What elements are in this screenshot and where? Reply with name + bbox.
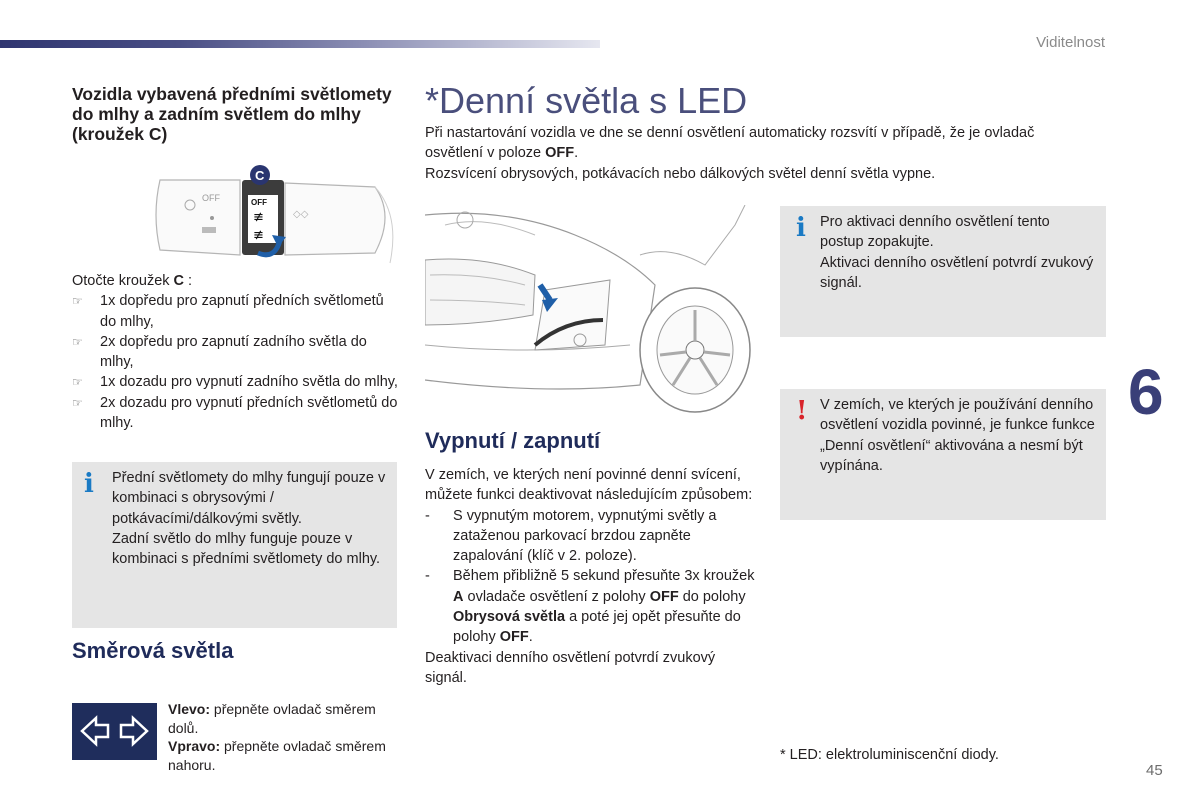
fog-lights-heading: Vozidla vybavená předními světlomety do mlhy a zadním světlem do mlhy (kroužek C)	[72, 84, 392, 144]
fog-info-text: Přední světlomety do mlhy fungují pouze v kombinaci s obrysovými / potkávacími/dálkovými světly. Zadní světlo do mlhy funguje pouze v kombinaci s předními světlomety do mlhy.	[112, 470, 386, 568]
car-front-illustration	[425, 205, 755, 415]
svg-text:≢: ≢	[253, 210, 264, 225]
drl-info-text: Pro aktivaci denního osvětlení tento postup zopakujte. Aktivaci denního osvětlení potvrdí zvukový signál.	[820, 214, 1094, 291]
svg-text:C: C	[255, 168, 265, 183]
fog-instructions	[72, 271, 402, 433]
drl-warning-text: V zemích, ve kterých je používání denního osvětlení vozidla povinné, je funkce funkce „Denní osvětlení“ aktivována a nesmí být vypínána.	[820, 397, 1095, 474]
led-footnote: * LED: elektroluminiscenční diody.	[780, 747, 999, 763]
turn-signals-heading: Směrová světla	[72, 638, 234, 663]
left-arrow-icon	[82, 718, 108, 744]
pointer-icon: ☞	[72, 395, 83, 410]
pointer-icon: ☞	[72, 294, 83, 309]
fog-intro: Otočte kroužek C :	[72, 273, 193, 289]
svg-text:◇◇: ◇◇	[293, 209, 309, 220]
onoff-heading: Vypnutí / zapnutí	[425, 428, 601, 453]
info-icon: i	[84, 469, 94, 499]
onoff-text: V zemích, ve kterých není povinné denní svícení, můžete funkci deaktivovat následujícím způsobem: - S vypnutým motorem, vypnutými světly a zataženou parkovací brzdou zapněte zapalování (klíč v 2. poloze). - Během přibližně 5 sekund přesuňte 3x kroužek A ovladače osvětlení z polohy OFF do polohy Obrysová světla a poté jej opět přesuňte do polohy OFF. Deaktivaci denního osvětlení potvrdí zvukový signál.	[425, 467, 755, 686]
turn-signal-text: Vlevo: přepněte ovladač směrem dolů. Vpravo: přepněte ovladač směrem nahoru.	[168, 701, 386, 773]
warning-icon: !	[796, 396, 808, 426]
list-item: ☞ 2x dopředu pro zapnutí zadního světla do mlhy,	[72, 333, 367, 371]
list-item: - S vypnutým motorem, vypnutými světly a zataženou parkovací brzdou zapněte zapalování (klíč v 2. poloze).	[425, 507, 717, 565]
header-bar	[0, 40, 600, 48]
ring-off-label: OFF	[251, 198, 267, 207]
fog-steps-list	[72, 291, 402, 433]
pointer-icon: ☞	[72, 334, 83, 349]
pointer-icon: ☞	[72, 375, 83, 390]
drl-title: *Denní světla s LED	[425, 80, 748, 121]
list-item: ☞ 1x dozadu pro vypnutí zadního světla do mlhy,	[72, 372, 402, 392]
onoff-steps-list	[425, 506, 755, 648]
chapter-number: 6	[1128, 356, 1164, 428]
turn-signal-arrows	[72, 703, 157, 760]
section-title: Viditelnost	[1036, 34, 1105, 51]
info-icon: i	[796, 213, 806, 243]
drl-info-box	[780, 206, 1106, 337]
drl-warning-box	[780, 389, 1106, 520]
svg-text:≢: ≢	[253, 228, 264, 243]
right-arrow-icon	[121, 718, 147, 744]
side-off-label: OFF	[202, 193, 220, 203]
list-item: - Během přibližně 5 sekund přesuňte 3x kroužek A ovladače osvětlení z polohy OFF do polohy Obrysová světla a poté jej opět přesuňte do polohy OFF.	[425, 568, 755, 646]
page-number: 45	[1146, 762, 1163, 779]
list-item: ☞ 2x dozadu pro vypnutí předních světlometů do mlhy.	[72, 394, 398, 432]
list-item: ☞ 1x dopředu pro zapnutí předních světlometů do mlhy,	[72, 293, 384, 330]
drl-intro: Při nastartování vozidla ve dne se denní osvětlení automaticky rozsvítí v případě, že je ovladač osvětlení v poloze OFF. Rozsvícení obrysových, potkávacích nebo dálkových světel denní světla vypne.	[425, 125, 1035, 182]
fog-info-box	[72, 462, 397, 628]
fog-switch-diagram	[150, 165, 400, 265]
